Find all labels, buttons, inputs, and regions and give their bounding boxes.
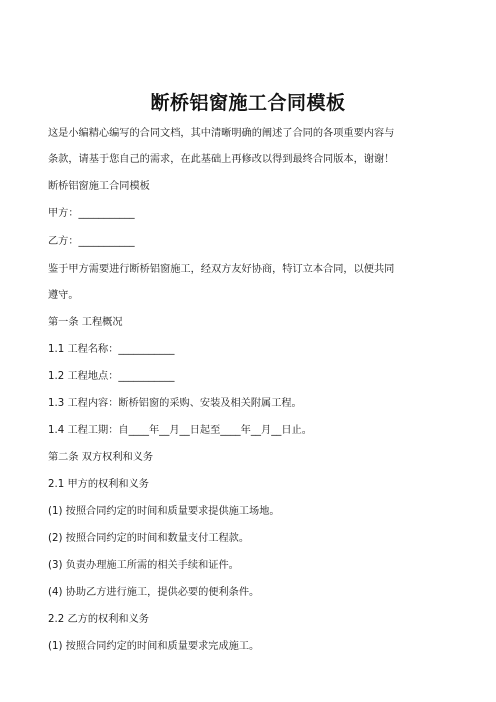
preamble-line-2: 遵守。 [48, 290, 79, 301]
intro-text-line-1: 这是小编精心编写的合同文档，其中清晰明确的阐述了合同的各项重要内容与 [48, 128, 395, 139]
clause-1-3: 1.3 工程内容：断桥铝窗的采购、安装及相关附属工程。 [48, 398, 302, 409]
clause-1-1: 1.1 工程名称：___________ [48, 344, 175, 355]
party-b-duty-1: (1) 按照合同约定的时间和质量要求完成施工。 [48, 641, 260, 652]
clause-2-2: 2.2 乙方的权利和义务 [48, 614, 149, 625]
party-a-duty-1: (1) 按照合同约定的时间和质量要求提供施工场地。 [48, 506, 280, 517]
document-subtitle: 断桥铝窗施工合同模板 [48, 181, 150, 192]
article-2-heading: 第二条 双方权利和义务 [48, 452, 154, 463]
party-a-line: 甲方：___________ [48, 208, 135, 219]
party-b-line: 乙方：___________ [48, 236, 135, 247]
clause-1-4: 1.4 工程工期：自____年__月__日起至____年__月__日止。 [48, 425, 312, 436]
clause-2-1: 2.1 甲方的权利和义务 [48, 479, 149, 490]
article-1-heading: 第一条 工程概况 [48, 317, 123, 328]
document-title: 断桥铝窗施工合同模板 [150, 92, 346, 114]
intro-text-line-2: 条款，请基于您自己的需求，在此基础上再修改以得到最终合同版本，谢谢！ [48, 154, 395, 165]
preamble-line-1: 鉴于甲方需要进行断桥铝窗施工，经双方友好协商，特订立本合同，以便共同 [48, 264, 395, 275]
clause-1-2: 1.2 工程地点：___________ [48, 371, 175, 382]
party-a-duty-2: (2) 按照合同约定的时间和数量支付工程款。 [48, 533, 250, 544]
party-a-duty-4: (4) 协助乙方进行施工，提供必要的便利条件。 [48, 587, 260, 598]
party-a-duty-3: (3) 负责办理施工所需的相关手续和证件。 [48, 560, 239, 571]
